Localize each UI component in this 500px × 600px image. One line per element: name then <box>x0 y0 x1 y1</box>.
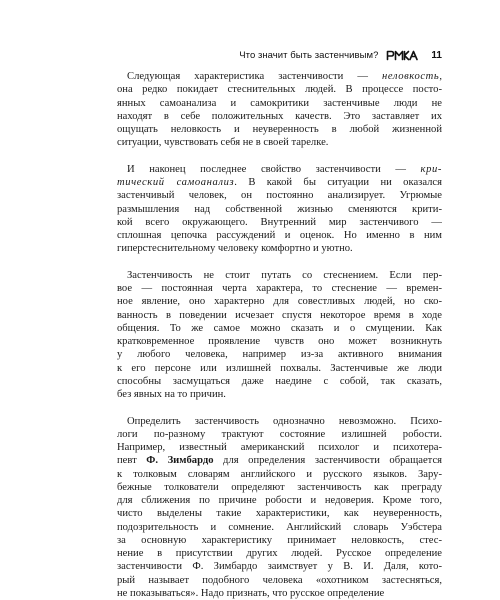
text-line <box>117 70 442 83</box>
paragraph <box>117 415 442 600</box>
text-line <box>117 203 442 216</box>
text-run: , <box>439 71 442 82</box>
text-line <box>117 494 442 507</box>
text-run: кратковременное проявление чувств оно может возникнуть <box>117 336 442 347</box>
text-line <box>117 507 442 520</box>
text-line <box>117 269 442 282</box>
text-run: янных самоанализа и самокритики застенчивые люди не <box>117 98 442 109</box>
text-line <box>117 229 442 242</box>
text-run: подозрительность и сомнение. Английский словарь Уэбстера <box>117 522 442 533</box>
text-run: для сближения по причине робости и недоверия. Кроме того, <box>117 495 442 506</box>
text-run: Застенчивость не стоит путать со стеснением. Если пер- <box>127 270 442 281</box>
text-run: певт <box>117 455 146 466</box>
text-line <box>117 441 442 454</box>
text-line <box>117 176 442 189</box>
text-line <box>117 335 442 348</box>
paragraph <box>117 163 442 256</box>
text-run: ощущать неловкость и неуверенность в любой жизненной <box>117 124 442 135</box>
running-header <box>60 49 442 61</box>
text-run: бежные толкователи определяют застенчивость как преграду <box>117 482 442 493</box>
text-line <box>117 587 442 600</box>
text-run: без явных на то причин. <box>117 389 226 400</box>
text-run: ситуации, чувствовать себя не в своей тарелке. <box>117 137 328 148</box>
text-line <box>117 322 442 335</box>
text-line <box>117 428 442 441</box>
page-number: 11 <box>431 50 442 61</box>
italic-term: кри- <box>421 164 442 175</box>
text-run: рый называет подобного человека «охотником застесняться, <box>117 575 442 586</box>
text-run: к толковым словарям английского и русского языков. Зару- <box>117 469 442 480</box>
text-line <box>117 415 442 428</box>
text-run: застенчивости Ф. Зимбардо заимствует у В. И. Даля, кото- <box>117 561 442 572</box>
text-run: гиперстеснительному человеку комфортно и уютно. <box>117 243 353 254</box>
paragraph <box>117 269 442 402</box>
text-run: размышления над собственной жизнью сменяются крити- <box>117 204 442 215</box>
text-run: она редко покидает стеснительных людей. В процессе посто- <box>117 84 442 95</box>
text-line <box>117 216 442 229</box>
text-line <box>117 83 442 96</box>
text-line <box>117 574 442 587</box>
running-title: Что значит быть застенчивым? <box>239 50 378 61</box>
text-line <box>117 242 442 255</box>
text-line <box>117 534 442 547</box>
text-run: находят в себе положительных качеств. Это заставляет их <box>117 111 442 122</box>
text-line <box>117 163 442 176</box>
text-run: логи по-разному трактуют состояние излишней робости. <box>117 429 442 440</box>
text-line <box>117 468 442 481</box>
text-run: за основную характеристику принимает неловкость, стес- <box>117 535 442 546</box>
text-line <box>117 295 442 308</box>
text-line <box>117 110 442 123</box>
text-run: Определить застенчивость однозначно невозможно. Психо- <box>127 416 442 427</box>
text-line <box>117 521 442 534</box>
text-run: к его персоне или излишней похвалы. Застенчивые же люди <box>117 363 442 374</box>
italic-term: тический самоанализ <box>117 177 234 188</box>
text-run: общения. То же самое можно сказать и о смущении. Как <box>117 323 442 334</box>
text-run: Например, известный американский психолог и психотера- <box>117 442 442 453</box>
text-line <box>117 481 442 494</box>
text-line <box>117 560 442 573</box>
text-run: кой всего окружающего. Внутренний мир застенчивого — <box>117 217 442 228</box>
text-line <box>117 282 442 295</box>
text-line <box>117 348 442 361</box>
text-line <box>117 388 442 401</box>
text-line <box>117 189 442 202</box>
paragraph <box>117 70 442 150</box>
text-run: И наконец последнее свойство застенчивости — <box>127 164 421 175</box>
publisher-logo-icon-graphic <box>386 50 418 61</box>
text-run: сплошная цепочка рассуждений и оценок. Но именно в ним <box>117 230 442 241</box>
text-line <box>117 454 442 467</box>
text-line <box>117 136 442 149</box>
text-run: вое — постоянная черта характера, то стеснение — времен- <box>117 283 442 294</box>
italic-term: неловкость <box>382 71 439 82</box>
text-run: ванность в поведении исчезает спустя некоторое время в ходе <box>117 310 442 321</box>
text-run: способны засмущаться даже наедине с собой, так сказать, <box>117 376 442 387</box>
text-line <box>117 97 442 110</box>
text-run: нение в присутствии других людей. Русское определение <box>117 548 442 559</box>
text-line <box>117 123 442 136</box>
body-text <box>117 70 442 600</box>
text-run: для определения застенчивости обращается <box>214 455 442 466</box>
publisher-logo-icon <box>386 50 418 61</box>
text-line <box>117 309 442 322</box>
bold-name: Ф. Зимбардо <box>146 455 213 466</box>
text-run: ное явление, оно характерно для совестливых людей, но ско- <box>117 296 442 307</box>
text-run: Следующая характеристика застенчивости — <box>127 71 382 82</box>
text-line <box>117 375 442 388</box>
text-run: . В какой бы ситуации ни оказался <box>234 177 442 188</box>
text-run: застенчивый человек, он постоянно анализирует. Угрюмые <box>117 190 442 201</box>
text-run: чисто выделены такие характеристики, как неуверенность, <box>117 508 442 519</box>
text-run: у любого человека, например из-за активного внимания <box>117 349 442 360</box>
text-run: не показываться». Надо признать, что русское определение <box>117 588 384 599</box>
text-line <box>117 547 442 560</box>
text-line <box>117 362 442 375</box>
